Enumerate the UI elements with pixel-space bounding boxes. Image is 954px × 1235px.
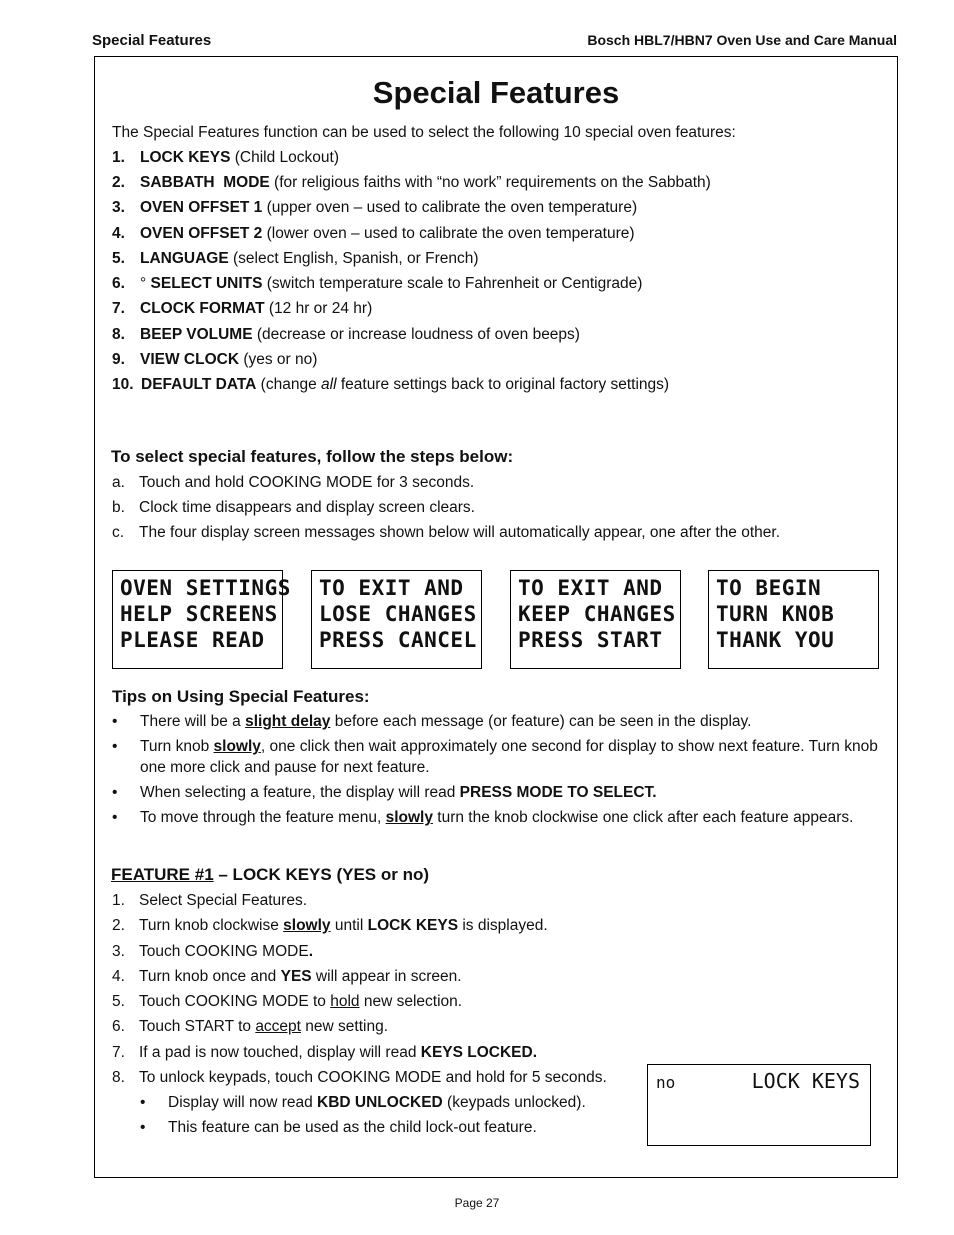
feature-item-text: ° SELECT UNITS (switch temperature scale to Fahrenheit or Centigrade)	[140, 275, 643, 292]
content-frame	[94, 56, 898, 1178]
step-number: 4.	[112, 968, 125, 985]
feature-item-text: OVEN OFFSET 2 (lower oven – used to calibrate the oven temperature)	[140, 225, 635, 242]
lock-keys-display	[647, 1064, 871, 1146]
step-text: The four display screen messages shown below will automatically appear, one after the other.	[139, 524, 781, 541]
tip-text: When selecting a feature, the display will read PRESS MODE TO SELECT.	[140, 784, 657, 801]
display-value: no	[656, 1073, 676, 1092]
step-number: 5.	[112, 993, 125, 1010]
intro-text: The Special Features function can be used to select the following 10 special oven features:	[112, 124, 736, 141]
page-title: Special Features	[372, 75, 620, 110]
step-label: a.	[112, 474, 125, 491]
feature1-subbullet: Display will now read KBD UNLOCKED (keypads unlocked).	[168, 1094, 586, 1111]
feature-item-text: DEFAULT DATA (change all feature settings back to original factory settings)	[141, 376, 670, 393]
step-number: 1.	[112, 892, 125, 909]
feature-item-text: VIEW CLOCK (yes or no)	[140, 351, 318, 368]
step-text: Clock time disappears and display screen clears.	[139, 499, 475, 516]
feature-item-text: BEEP VOLUME (decrease or increase loudness of oven beeps)	[140, 326, 580, 343]
step-number: 2.	[112, 917, 125, 934]
header-manual-title: Bosch HBL7/HBN7 Oven Use and Care Manual	[587, 32, 897, 48]
tip-text: To move through the feature menu, slowly turn the knob clockwise one click after each feature appears.	[140, 809, 854, 826]
tip-text: Turn knob slowly, one click then wait approximately one second for display to show next feature. Turn knob	[140, 738, 878, 755]
steps-heading: To select special features, follow the steps below:	[111, 447, 514, 466]
feature1-step: If a pad is now touched, display will read KEYS LOCKED.	[139, 1044, 538, 1061]
feature-item-text: CLOCK FORMAT (12 hr or 24 hr)	[140, 300, 373, 317]
feature1-step: Select Special Features.	[139, 892, 308, 909]
feature1-step: Turn knob once and YES will appear in screen.	[139, 968, 462, 985]
feature1-heading: FEATURE #1 – LOCK KEYS (YES or no)	[111, 865, 430, 884]
feature1-step: Touch COOKING MODE.	[139, 943, 313, 960]
feature-item: 5.	[112, 250, 125, 267]
step-number: 3.	[112, 943, 125, 960]
bullet: •	[112, 738, 118, 755]
feature-item-text: SABBATH MODE (for religious faiths with “no work” requirements on the Sabbath)	[140, 174, 711, 191]
feature-item: 4.	[112, 225, 125, 242]
feature-item: 2.	[112, 174, 125, 191]
feature1-subbullet: This feature can be used as the child lock-out feature.	[168, 1119, 537, 1136]
feature-item-text: (Child Lockout)	[230, 149, 339, 166]
step-number: 7.	[112, 1044, 125, 1061]
page-number: Page 27	[454, 1196, 500, 1210]
display-screen-1: OVEN SETTINGS HELP SCREENS PLEASE READ	[112, 570, 283, 669]
feature1-step: Touch COOKING MODE to hold new selection.	[139, 993, 463, 1010]
step-number: 8.	[112, 1069, 125, 1086]
bullet: •	[112, 713, 118, 730]
feature-item: 9.	[112, 351, 125, 368]
tips-heading: Tips on Using Special Features:	[112, 687, 370, 706]
display-label: LOCK KEYS	[751, 1069, 860, 1093]
tip-text-cont: one more click and pause for next feature.	[140, 759, 430, 776]
feature-item: 1. LOCK KEYS	[112, 149, 231, 166]
feature1-step: Turn knob clockwise slowly until LOCK KEYS is displayed.	[139, 917, 548, 934]
feature-item-text: OVEN OFFSET 1 (upper oven – used to calibrate the oven temperature)	[140, 199, 638, 216]
bullet: •	[140, 1094, 146, 1111]
step-label: c.	[112, 524, 125, 541]
feature-item: 6.	[112, 275, 125, 292]
bullet: •	[112, 784, 118, 801]
display-screen-4: TO BEGIN TURN KNOB THANK YOU	[708, 570, 879, 669]
feature-item: 7.	[112, 300, 125, 317]
bullet: •	[140, 1119, 146, 1136]
feature-item: 8.	[112, 326, 125, 343]
bullet: •	[112, 809, 118, 826]
display-screen-2: TO EXIT AND LOSE CHANGES PRESS CANCEL	[311, 570, 482, 669]
header-section-title: Special Features	[92, 32, 212, 49]
step-number: 6.	[112, 1018, 125, 1035]
feature-item: 3.	[112, 199, 125, 216]
step-label: b.	[112, 499, 125, 516]
feature1-step: Touch START to accept new setting.	[139, 1018, 389, 1035]
feature-item: 10.	[112, 376, 134, 393]
display-screen-3: TO EXIT AND KEEP CHANGES PRESS START	[510, 570, 681, 669]
feature1-step: To unlock keypads, touch COOKING MODE and hold for 5 seconds.	[139, 1069, 607, 1086]
step-text: Touch and hold COOKING MODE for 3 seconds.	[139, 474, 475, 491]
tip-text: There will be a slight delay before each message (or feature) can be seen in the display.	[140, 713, 752, 730]
feature-item-text: LANGUAGE (select English, Spanish, or French)	[140, 250, 479, 267]
